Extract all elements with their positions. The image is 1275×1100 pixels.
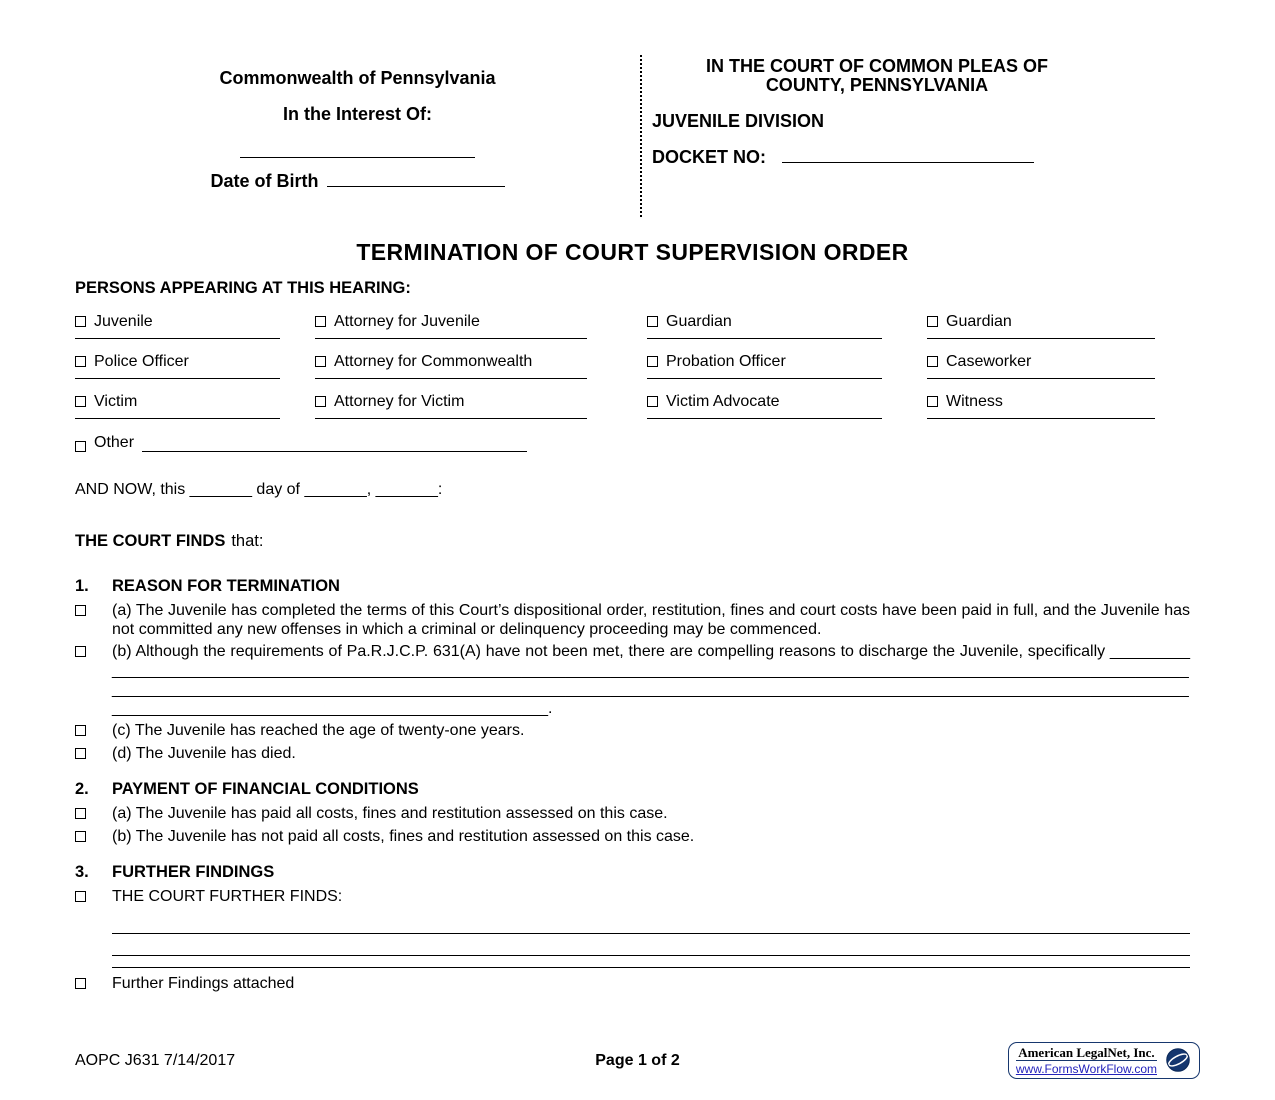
checkbox[interactable] <box>315 316 326 327</box>
court-further-finds-label: THE COURT FURTHER FINDS: <box>112 888 343 905</box>
date-of-birth-label: Date of Birth <box>210 171 319 191</box>
formsworkflow-link[interactable]: www.FormsWorkFlow.com <box>1015 1061 1157 1076</box>
and-now-line: AND NOW, this _______ day of _______, _______: <box>75 481 443 498</box>
person-name-blank[interactable] <box>927 338 1155 339</box>
docket-line <box>652 148 1190 167</box>
checkbox[interactable] <box>75 831 86 842</box>
section-title: PAYMENT OF FINANCIAL CONDITIONS <box>112 780 419 798</box>
checkbox[interactable] <box>75 441 86 452</box>
court-line-2: COUNTY, PENNSYLVANIA <box>765 75 989 95</box>
court-finds-rest: that: <box>231 532 264 550</box>
further-findings-line[interactable] <box>112 933 1190 934</box>
person-option-probation-officer <box>647 352 927 379</box>
finding-1a <box>75 601 1190 639</box>
person-option-victim-advocate <box>647 392 927 419</box>
caption-right <box>640 55 1190 217</box>
finding-1b <box>75 642 1190 718</box>
other-label: Other <box>94 434 135 451</box>
section-title: REASON FOR TERMINATION <box>112 577 340 595</box>
finding-1b-text <box>112 642 1190 718</box>
in-the-interest-of-label: In the Interest Of: <box>282 104 432 124</box>
checkbox[interactable] <box>315 396 326 407</box>
section-title: FURTHER FINDINGS <box>112 863 275 881</box>
finding-2a <box>75 804 1190 824</box>
checkbox[interactable] <box>927 396 938 407</box>
person-name-blank[interactable] <box>647 418 882 419</box>
globe-icon <box>1164 1046 1192 1074</box>
caption-header <box>75 55 1190 217</box>
checkbox[interactable] <box>75 646 86 657</box>
person-option-label: Attorney for Commonwealth <box>334 353 533 370</box>
person-option-other <box>75 433 1190 452</box>
person-option-police-officer <box>75 352 315 379</box>
juvenile-name-blank[interactable] <box>240 146 475 158</box>
finding-2a-text: (a) The Juvenile has paid all costs, fines and restitution assessed on this case. <box>112 805 668 822</box>
court-name-block <box>652 57 1102 95</box>
persons-heading: PERSONS APPEARING AT THIS HEARING: <box>75 279 411 297</box>
person-option-label: Attorney for Victim <box>334 393 465 410</box>
person-name-blank[interactable] <box>75 378 280 379</box>
checkbox[interactable] <box>75 396 86 407</box>
further-findings-attached <box>75 974 1190 994</box>
person-option-attorney-juvenile <box>315 312 647 339</box>
checkbox[interactable] <box>75 725 86 736</box>
checkbox[interactable] <box>927 316 938 327</box>
person-option-attorney-commonwealth <box>315 352 647 379</box>
further-findings-line[interactable] <box>112 967 1190 968</box>
person-option-label: Caseworker <box>946 353 1032 370</box>
checkbox[interactable] <box>647 316 658 327</box>
checkbox[interactable] <box>647 356 658 367</box>
court-further-finds <box>75 887 1190 907</box>
page-number: Page 1 of 2 <box>595 1051 680 1069</box>
person-option-label: Probation Officer <box>666 353 786 370</box>
checkbox[interactable] <box>75 356 86 367</box>
person-option-label: Juvenile <box>94 313 153 330</box>
logo-company-name: American LegalNet, Inc. <box>1018 1044 1155 1060</box>
person-option-label: Police Officer <box>94 353 189 370</box>
form-id: AOPC J631 7/14/2017 <box>75 1051 236 1069</box>
other-blank[interactable] <box>142 438 527 452</box>
finding-1d <box>75 744 1190 764</box>
person-name-blank[interactable] <box>315 418 587 419</box>
person-name-blank[interactable] <box>927 418 1155 419</box>
american-legalnet-logo <box>1008 1042 1200 1079</box>
court-line-1: IN THE COURT OF COMMON PLEAS OF <box>706 56 1048 76</box>
checkbox[interactable] <box>75 605 86 616</box>
court-finds-bold: THE COURT FINDS <box>75 532 226 550</box>
section-number: 2. <box>75 780 89 798</box>
finding-1d-text: (d) The Juvenile has died. <box>112 745 296 762</box>
finding-1c <box>75 721 1190 741</box>
finding-2b <box>75 827 1190 847</box>
person-name-blank[interactable] <box>75 338 280 339</box>
section-1-heading <box>75 577 1190 596</box>
court-finds-line <box>75 532 1190 551</box>
compelling-reasons-blank[interactable]: ____________________________________________________________________________________________________________________________________________________________________________________________________________________________________________________________________________________________________________. <box>112 643 1190 717</box>
caption-left <box>75 55 640 217</box>
date-of-birth-line <box>75 172 640 191</box>
person-option-guardian-1 <box>647 312 927 339</box>
docket-no-label: DOCKET NO: <box>652 147 766 167</box>
commonwealth-line: Commonwealth of Pennsylvania <box>219 68 496 88</box>
checkbox[interactable] <box>315 356 326 367</box>
finding-2b-text: (b) The Juvenile has not paid all costs, fines and restitution assessed on this case. <box>112 828 695 845</box>
checkbox[interactable] <box>75 748 86 759</box>
checkbox[interactable] <box>647 396 658 407</box>
finding-1a-text: (a) The Juvenile has completed the terms of this Court’s dispositional order, restitution, fines and court costs have been paid in full, and the Juvenile has not committed any new offenses in which a criminal or delinquency proceeding may be commenced. <box>112 602 1190 638</box>
docket-no-blank[interactable] <box>782 149 1034 163</box>
section-3-heading <box>75 863 1190 882</box>
person-option-caseworker <box>927 352 1190 379</box>
person-name-blank[interactable] <box>315 378 587 379</box>
page-footer <box>75 1042 1200 1078</box>
person-name-blank[interactable] <box>927 378 1155 379</box>
finding-1b-sentence: (b) Although the requirements of Pa.R.J.C.P. 631(A) have not been met, there are compelling reasons to discharge the Juvenile, specifically <box>112 643 1110 660</box>
person-name-blank[interactable] <box>647 378 882 379</box>
checkbox[interactable] <box>75 316 86 327</box>
checkbox[interactable] <box>75 808 86 819</box>
person-option-victim <box>75 392 315 419</box>
person-option-witness <box>927 392 1190 419</box>
juvenile-division-label: JUVENILE DIVISION <box>652 111 825 131</box>
section-number: 3. <box>75 863 89 881</box>
person-option-label: Guardian <box>666 313 732 330</box>
checkbox[interactable] <box>927 356 938 367</box>
person-option-label: Guardian <box>946 313 1012 330</box>
persons-grid <box>75 312 1190 432</box>
further-findings-attached-label: Further Findings attached <box>112 975 295 992</box>
section-number: 1. <box>75 577 89 595</box>
person-name-blank[interactable] <box>75 418 280 419</box>
further-findings-line[interactable] <box>112 955 1190 956</box>
further-findings-lines <box>112 933 1190 968</box>
person-option-attorney-victim <box>315 392 647 419</box>
person-name-blank[interactable] <box>647 338 882 339</box>
person-option-label: Victim <box>94 393 138 410</box>
person-name-blank[interactable] <box>315 338 587 339</box>
finding-1c-text: (c) The Juvenile has reached the age of twenty-one years. <box>112 722 525 739</box>
form-title: TERMINATION OF COURT SUPERVISION ORDER <box>356 239 909 265</box>
person-option-label: Attorney for Juvenile <box>334 313 480 330</box>
person-option-juvenile <box>75 312 315 339</box>
date-of-birth-blank[interactable] <box>327 173 505 187</box>
person-option-guardian-2 <box>927 312 1190 339</box>
checkbox[interactable] <box>75 891 86 902</box>
checkbox[interactable] <box>75 978 86 989</box>
person-option-label: Witness <box>946 393 1003 410</box>
section-2-heading <box>75 780 1190 799</box>
person-option-label: Victim Advocate <box>666 393 780 410</box>
